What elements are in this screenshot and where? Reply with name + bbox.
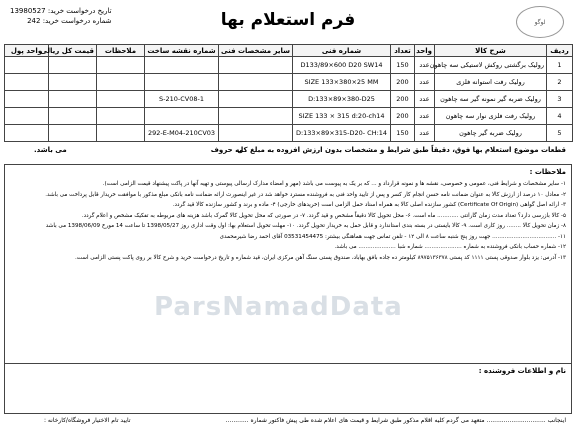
cell-qty: 150 bbox=[391, 125, 415, 142]
cell-tech: D:133×89×315-D20- CH:14 bbox=[293, 125, 391, 142]
column-header: قیمت کل ریالی bbox=[49, 45, 97, 57]
column-header: ردیف bbox=[547, 45, 573, 57]
table-row bbox=[5, 74, 573, 91]
cell-empty bbox=[5, 125, 49, 142]
seller-title: نام و اطلاعات فروشنده : bbox=[478, 367, 566, 375]
cell-empty bbox=[49, 108, 97, 125]
cell-empty bbox=[49, 91, 97, 108]
cell-empty bbox=[97, 74, 145, 91]
column-header: شماره فنی bbox=[293, 45, 391, 57]
cell-desc: رولیک رفت فلزی نوار سه چاهون bbox=[435, 108, 547, 125]
total-summary bbox=[4, 142, 572, 164]
summary-end: می باشد. bbox=[34, 146, 67, 154]
logo-text: لوگو bbox=[534, 18, 546, 26]
cell-empty bbox=[5, 57, 49, 74]
commitment-text: اینجانب ............................... متعهد می گردم کلیه اقلام مذکور طبق شرایط و قیمت های اعلام شده طی پیش فاکتور شماره ............ bbox=[225, 417, 566, 424]
cell-drawing: S-210-CV08-1 bbox=[145, 91, 219, 108]
cell-empty bbox=[97, 125, 145, 142]
cell-qty: 200 bbox=[391, 91, 415, 108]
cell-idx: 3 bbox=[547, 91, 573, 108]
column-header: شرح کالا bbox=[435, 45, 547, 57]
cell-empty bbox=[97, 108, 145, 125]
cell-empty bbox=[97, 91, 145, 108]
cell-other bbox=[219, 91, 293, 108]
cell-unit: عدد bbox=[415, 57, 435, 74]
summary-text: قطعات موضوع استعلام بها فوق، دقیقاً طبق شرایط و مشخصات بدون ارزش افزوده به مبلغ کل bbox=[237, 146, 566, 154]
notes-box bbox=[4, 164, 572, 364]
cell-empty bbox=[97, 57, 145, 74]
cell-idx: 5 bbox=[547, 125, 573, 142]
cell-drawing bbox=[145, 74, 219, 91]
cell-other bbox=[219, 74, 293, 91]
cell-qty: 200 bbox=[391, 108, 415, 125]
cell-drawing bbox=[145, 108, 219, 125]
table-row bbox=[5, 91, 573, 108]
note-line: ۵- کالا بازرسی دارد؟ تعداد مدت زمان گارانتی ............ ماه است. ۶- محل تحویل کالا دقیقاً مشخص و قید گردد. ۷- در صورتی که محل تحویل کالا گمرک باشد هزینه های مربوطه به تفکیک مشخص و اعلام گردد. bbox=[81, 212, 566, 219]
cell-empty bbox=[5, 74, 49, 91]
cell-tech: SIZE 133 × 315 d:20-ch14 bbox=[293, 108, 391, 125]
column-header: سایر مشخصات فنی bbox=[219, 45, 293, 57]
cell-unit: عدد bbox=[415, 125, 435, 142]
column-header: ملاحظات bbox=[97, 45, 145, 57]
cell-drawing bbox=[145, 57, 219, 74]
form-header bbox=[4, 2, 572, 44]
cell-empty bbox=[49, 74, 97, 91]
cell-empty bbox=[5, 108, 49, 125]
cell-idx: 2 bbox=[547, 74, 573, 91]
cell-idx: 1 bbox=[547, 57, 573, 74]
cell-desc: رولیک رفت استوانه فلزی bbox=[435, 74, 547, 91]
page-title: فرم استعلام بها bbox=[220, 10, 356, 30]
inquiry-form bbox=[4, 2, 572, 424]
cell-tech: D:133×89×380-D25 bbox=[293, 91, 391, 108]
cell-desc: رولیک ضربه گیر نمونه گیر سه چاهون bbox=[435, 91, 547, 108]
column-header: واحد bbox=[415, 45, 435, 57]
request-date: تاریخ درخواست خرید: 13980527 bbox=[10, 7, 112, 15]
cell-empty bbox=[5, 91, 49, 108]
column-header: تعداد bbox=[391, 45, 415, 57]
cell-unit: عدد bbox=[415, 74, 435, 91]
cell-empty bbox=[49, 57, 97, 74]
cell-other bbox=[219, 57, 293, 74]
note-line: ۸- زمان تحویل کالا ........ روز کاری است. ۹- کالا بایستی در بسته بندی استاندارد و قابل حمل به خریدار تحویل گردد. ۱۰- مهلت تحویل استعلام بها: اول وقت اداری روز 1398/05/27 تا ساعت 14 مورخ 1398/06/09 می باشد bbox=[45, 223, 566, 229]
table-row bbox=[5, 108, 573, 125]
request-meta bbox=[10, 6, 112, 26]
cell-tech: D133/89×600 D20 SW14 bbox=[293, 57, 391, 74]
cell-qty: 150 bbox=[391, 57, 415, 74]
cell-desc: رولیک برگشتی روکش لاستیکی سه چاهون bbox=[435, 57, 547, 74]
request-number: شماره درخواست خرید: 242 bbox=[27, 17, 112, 25]
note-line: ۱۲- شماره حساب بانکی فروشنده به شماره ..................... شماره شبا ..................... می باشد. bbox=[334, 244, 566, 250]
cell-idx: 4 bbox=[547, 108, 573, 125]
cell-empty bbox=[49, 125, 97, 142]
items-table bbox=[4, 44, 573, 142]
column-header: شماره نقشه ساخت bbox=[145, 45, 219, 57]
cell-other bbox=[219, 125, 293, 142]
seller-info-box bbox=[4, 364, 572, 414]
cell-qty: 200 bbox=[391, 74, 415, 91]
watermark: ParsNamadData bbox=[154, 292, 403, 322]
cell-desc: رولیک ضربه گیر چاهون bbox=[435, 125, 547, 142]
cell-other bbox=[219, 108, 293, 125]
column-header: واحد پول bbox=[5, 45, 49, 57]
cell-tech: SIZE 133×380×25 MM bbox=[293, 74, 391, 91]
in-words-label: به حروف bbox=[210, 146, 242, 154]
cell-drawing: 292-E-M04-210CV03 bbox=[145, 125, 219, 142]
note-line: ۱۳- آدرس: یزد بلوار صدوقی پستی ۱۱۱۱ کد پستی ۸۹۷۵۱۳۶۳۷۸ کیلومتر ده جاده بافق بهاباد، صندوق پستی سنگ آهن مرکزی ایران، قید شماره و تاریخ درخواست خرید و شرح کالا بر روی پاکت پستی الزامی است. bbox=[75, 254, 566, 261]
notes-title: ملاحظات : bbox=[529, 168, 566, 176]
note-line: ۲- معادل ۱۰ درصد از ارزش کالا به عنوان ضمانت نامه حسن انجام کار کسر و پس از تایید واحد فنی به فروشنده مسترد خواهد شد در غیر اینصورت ارائه ضمانت نامه بانکی مبلغ مذکور با موافقت خریدار قابل پرداخت می باشد. bbox=[45, 191, 566, 198]
note-line: ۱- سایر مشخصات و شرایط فنی، عمومی و خصوصی، نقشه ها و نمونه قرارداد و ... که بر یک به پیوست می باشد (مهر و امضاء مدارک ارسالی پیوستی و تهیه آنها در پاکت پیشنهاد قیمت الزامی است). bbox=[102, 181, 566, 187]
note-line: ۳- ارائه اصل گواهی (Certificate Of Origin) کشور سازنده اصلی کالا به همراه اسناد حمل الزامی است (خریدهای خارجی) ۴- ماده و برند و کشور سازنده کالا قید گردد. bbox=[172, 202, 566, 208]
seller-approval-label: تایید تام الاختیار فروشگاه/کارخانه : bbox=[44, 417, 131, 424]
cell-unit: عدد bbox=[415, 108, 435, 125]
table-row bbox=[5, 57, 573, 74]
signature-line bbox=[4, 414, 572, 428]
table-header-row bbox=[5, 45, 573, 57]
table-row bbox=[5, 125, 573, 142]
cell-unit: عدد bbox=[415, 91, 435, 108]
note-line: ۱۱- .................................... جهت روز پنج شنبه ساعت ۸ الی ۱۲ - تلفن تماس جهت هماهنگی بیشتر: 03531454475 آقای احمد رضا شیرمحمدی bbox=[219, 233, 566, 240]
